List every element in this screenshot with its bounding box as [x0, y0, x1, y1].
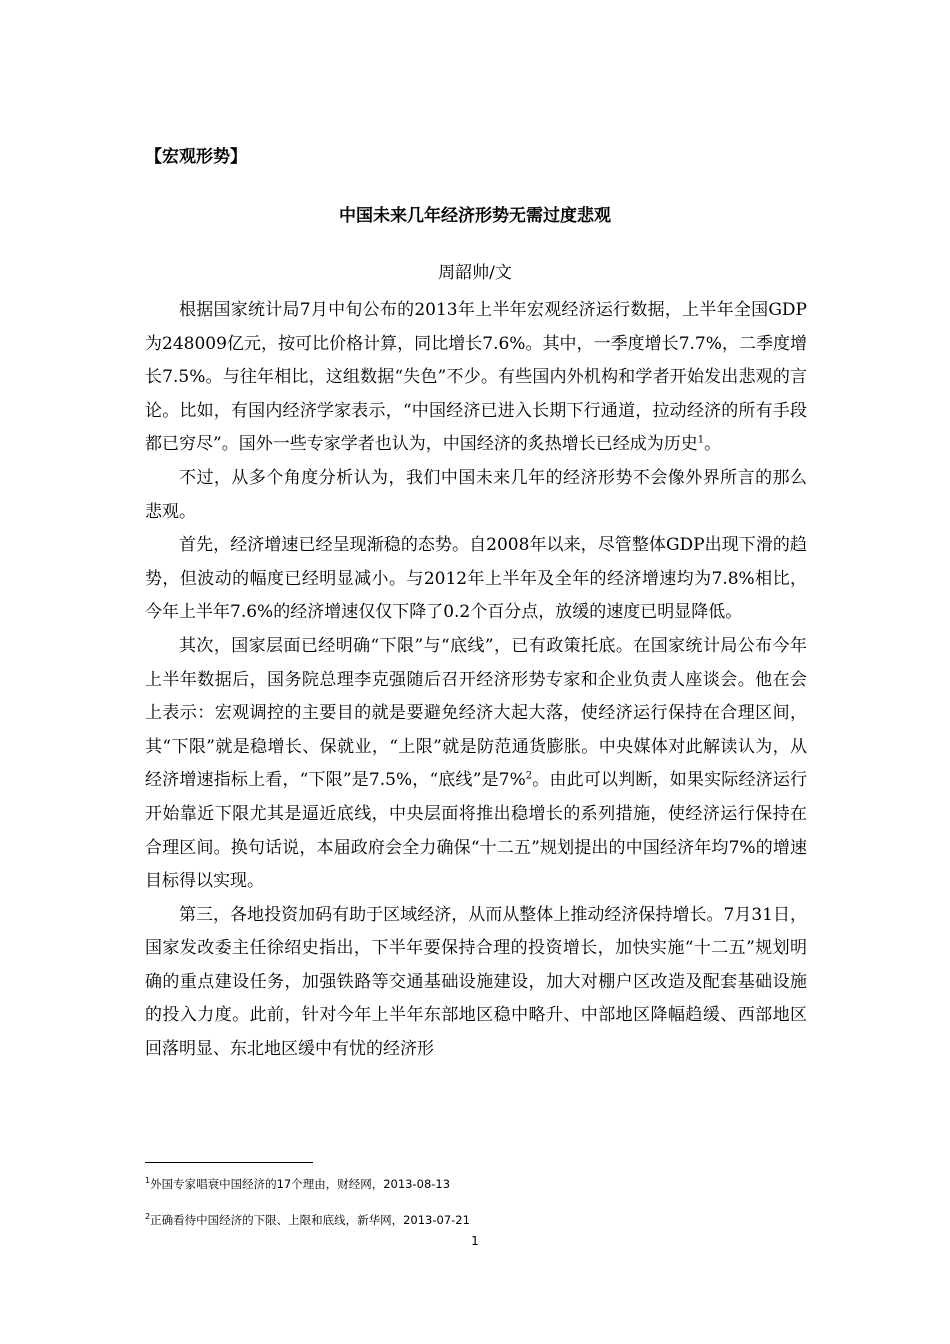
footnote-ref: 1 [697, 434, 705, 446]
footnote-separator [145, 1162, 313, 1163]
paragraph-text: 其次，国家层面已经明确“下限”与“底线”，已有政策托底。在国家统计局公布今年上半年数据后，国务院总理李克强随后召开经济形势专家和企业负责人座谈会。他在会上表示：宏观调控的主要目的就是要避免经济大起大落，使经济运行保持在合理区间，其“下限”就是稳增长、保就业，“上限”就是防范通货膨胀。中央媒体对此解读认为，从经济增速指标上看，“下限”是7.5%，“底线”是7% [145, 635, 807, 791]
footnote-text: 正确看待中国经济的下限、上限和底线，新华网，2013-07-21 [150, 1213, 470, 1227]
footnote-text: 外国专家唱衰中国经济的17个理由，财经网，2013-08-13 [150, 1177, 451, 1191]
paragraph-text: 不过，从多个角度分析认为，我们中国未来几年的经济形势不会像外界所言的那么悲观。 [145, 467, 807, 522]
article-body [145, 294, 807, 1067]
article-title: 中国未来几年经济形势无需过度悲观 [339, 206, 611, 226]
paragraph [145, 294, 807, 462]
paragraph-text: 。 [704, 434, 722, 455]
paragraph [145, 462, 807, 529]
footnote [145, 1176, 450, 1192]
paragraph-text: 。由此可以判断，如果实际经济运行开始靠近下限尤其是逼近底线，中央层面将推出稳增长的系列措施，使经济运行保持在合理区间。换句话说，本届政府会全力确保“十二五”规划提出的中国经济年均7%的增速目标得以实现。 [145, 770, 808, 892]
footnote-mark: 2 [145, 1212, 151, 1222]
footnote [145, 1212, 470, 1228]
paragraph [145, 630, 807, 899]
page-number: 1 [471, 1234, 479, 1248]
paragraph-text: 第三，各地投资加码有助于区域经济，从而从整体上推动经济保持增长。7月31日，国家发改委主任徐绍史指出，下半年要保持合理的投资增长，加快实施“十二五”规划明确的重点建设任务，加强铁路等交通基础设施建设，加大对棚户区改造及配套基础设施的投入力度。此前，针对今年上半年东部地区稳中略升、中部地区降幅趋缓、西部地区回落明显、东北地区缓中有忧的经济形 [145, 904, 807, 1060]
paragraph-text: 首先，经济增速已经呈现渐稳的态势。自2008年以来，尽管整体GDP出现下滑的趋势，但波动的幅度已经明显减小。与2012年上半年及全年的经济增速均为7.8%相比，今年上半年7.6%的经济增速仅仅下降了0.2个百分点，放缓的速度已明显降低。 [145, 535, 807, 623]
paragraph [145, 899, 807, 1067]
paragraph [145, 529, 807, 630]
footnote-ref: 2 [525, 770, 533, 782]
section-tag: 【宏观形势】 [145, 147, 247, 167]
author-byline: 周韶帅/文 [438, 263, 512, 283]
footnote-mark: 1 [145, 1176, 151, 1186]
paragraph-text: 根据国家统计局7月中旬公布的2013年上半年宏观经济运行数据，上半年全国GDP为248009亿元，按可比价格计算，同比增长7.6%。其中，一季度增长7.7%，二季度增长7.5%。与往年相比，这组数据“失色”不少。有些国内外机构和学者开始发出悲观的言论。比如，有国内经济学家表示，“中国经济已进入长期下行通道，拉动经济的所有手段都已穷尽”。国外一些专家学者也认为，中国经济的炙热增长已经成为历史 [145, 300, 807, 455]
